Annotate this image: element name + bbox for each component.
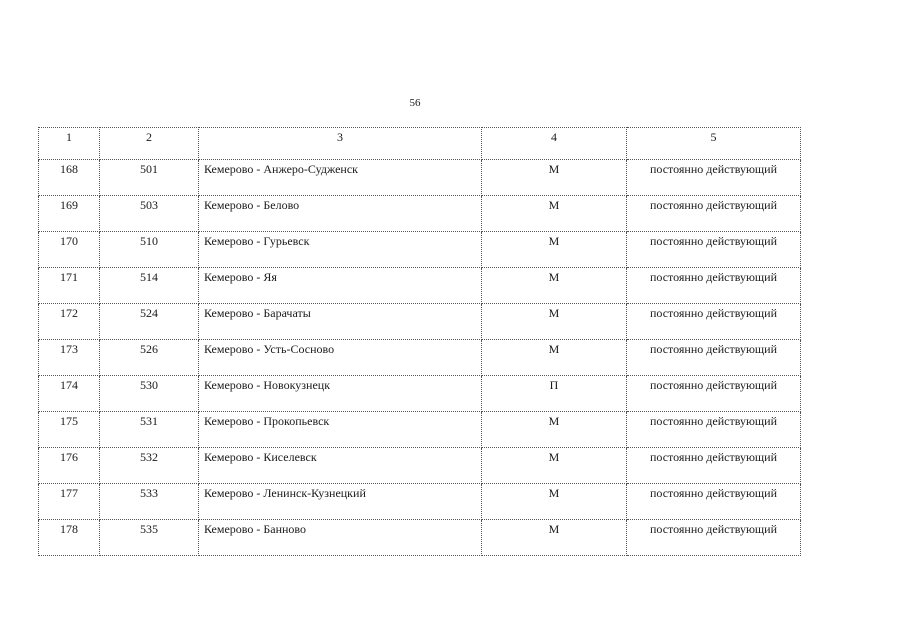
routes-table xyxy=(38,127,801,556)
route-code-cell: 510 xyxy=(100,232,199,268)
row-number-cell: 177 xyxy=(39,484,100,520)
table-header-row xyxy=(39,128,801,160)
header-cell-5: 5 xyxy=(627,128,801,160)
route-name-cell: Кемерово - Гурьевск xyxy=(199,232,482,268)
row-number-cell: 171 xyxy=(39,268,100,304)
page-number: 56 xyxy=(409,97,421,109)
header-cell-3: 3 xyxy=(199,128,482,160)
route-code-cell: 501 xyxy=(100,160,199,196)
route-type-cell: М xyxy=(482,268,627,304)
row-number-cell: 176 xyxy=(39,448,100,484)
route-type-cell: М xyxy=(482,196,627,232)
table-row xyxy=(39,268,801,304)
row-number-cell: 178 xyxy=(39,520,100,556)
route-code-cell: 532 xyxy=(100,448,199,484)
row-number-cell: 169 xyxy=(39,196,100,232)
route-type-cell: М xyxy=(482,520,627,556)
route-code-cell: 531 xyxy=(100,412,199,448)
route-name-cell: Кемерово - Яя xyxy=(199,268,482,304)
row-number-cell: 172 xyxy=(39,304,100,340)
route-code-cell: 530 xyxy=(100,376,199,412)
route-status-cell: постоянно действующий xyxy=(627,304,801,340)
route-status-cell: постоянно действующий xyxy=(627,412,801,448)
route-type-cell: М xyxy=(482,160,627,196)
route-code-cell: 526 xyxy=(100,340,199,376)
route-type-cell: М xyxy=(482,340,627,376)
route-type-cell: М xyxy=(482,484,627,520)
route-status-cell: постоянно действующий xyxy=(627,340,801,376)
route-code-cell: 503 xyxy=(100,196,199,232)
route-status-cell: постоянно действующий xyxy=(627,520,801,556)
header-cell-2: 2 xyxy=(100,128,199,160)
route-code-cell: 535 xyxy=(100,520,199,556)
route-status-cell: постоянно действующий xyxy=(627,484,801,520)
table-row xyxy=(39,448,801,484)
table-row xyxy=(39,304,801,340)
route-name-cell: Кемерово - Белово xyxy=(199,196,482,232)
table-row xyxy=(39,412,801,448)
route-code-cell: 533 xyxy=(100,484,199,520)
route-type-cell: М xyxy=(482,232,627,268)
row-number-cell: 168 xyxy=(39,160,100,196)
route-status-cell: постоянно действующий xyxy=(627,448,801,484)
table-row xyxy=(39,232,801,268)
route-name-cell: Кемерово - Барачаты xyxy=(199,304,482,340)
table-row xyxy=(39,196,801,232)
route-name-cell: Кемерово - Банново xyxy=(199,520,482,556)
row-number-cell: 174 xyxy=(39,376,100,412)
route-code-cell: 514 xyxy=(100,268,199,304)
table-row xyxy=(39,340,801,376)
route-status-cell: постоянно действующий xyxy=(627,196,801,232)
row-number-cell: 175 xyxy=(39,412,100,448)
route-status-cell: постоянно действующий xyxy=(627,160,801,196)
table-row xyxy=(39,520,801,556)
route-name-cell: Кемерово - Киселевск xyxy=(199,448,482,484)
route-type-cell: П xyxy=(482,376,627,412)
route-name-cell: Кемерово - Новокузнецк xyxy=(199,376,482,412)
route-status-cell: постоянно действующий xyxy=(627,232,801,268)
route-status-cell: постоянно действующий xyxy=(627,376,801,412)
row-number-cell: 173 xyxy=(39,340,100,376)
route-status-cell: постоянно действующий xyxy=(627,268,801,304)
header-cell-1: 1 xyxy=(39,128,100,160)
route-type-cell: М xyxy=(482,448,627,484)
route-name-cell: Кемерово - Прокопьевск xyxy=(199,412,482,448)
table-row xyxy=(39,376,801,412)
header-cell-4: 4 xyxy=(482,128,627,160)
route-code-cell: 524 xyxy=(100,304,199,340)
table-row xyxy=(39,160,801,196)
table-row xyxy=(39,484,801,520)
row-number-cell: 170 xyxy=(39,232,100,268)
route-name-cell: Кемерово - Ленинск-Кузнецкий xyxy=(199,484,482,520)
route-type-cell: М xyxy=(482,412,627,448)
route-type-cell: М xyxy=(482,304,627,340)
route-name-cell: Кемерово - Анжеро-Судженск xyxy=(199,160,482,196)
route-name-cell: Кемерово - Усть-Сосново xyxy=(199,340,482,376)
